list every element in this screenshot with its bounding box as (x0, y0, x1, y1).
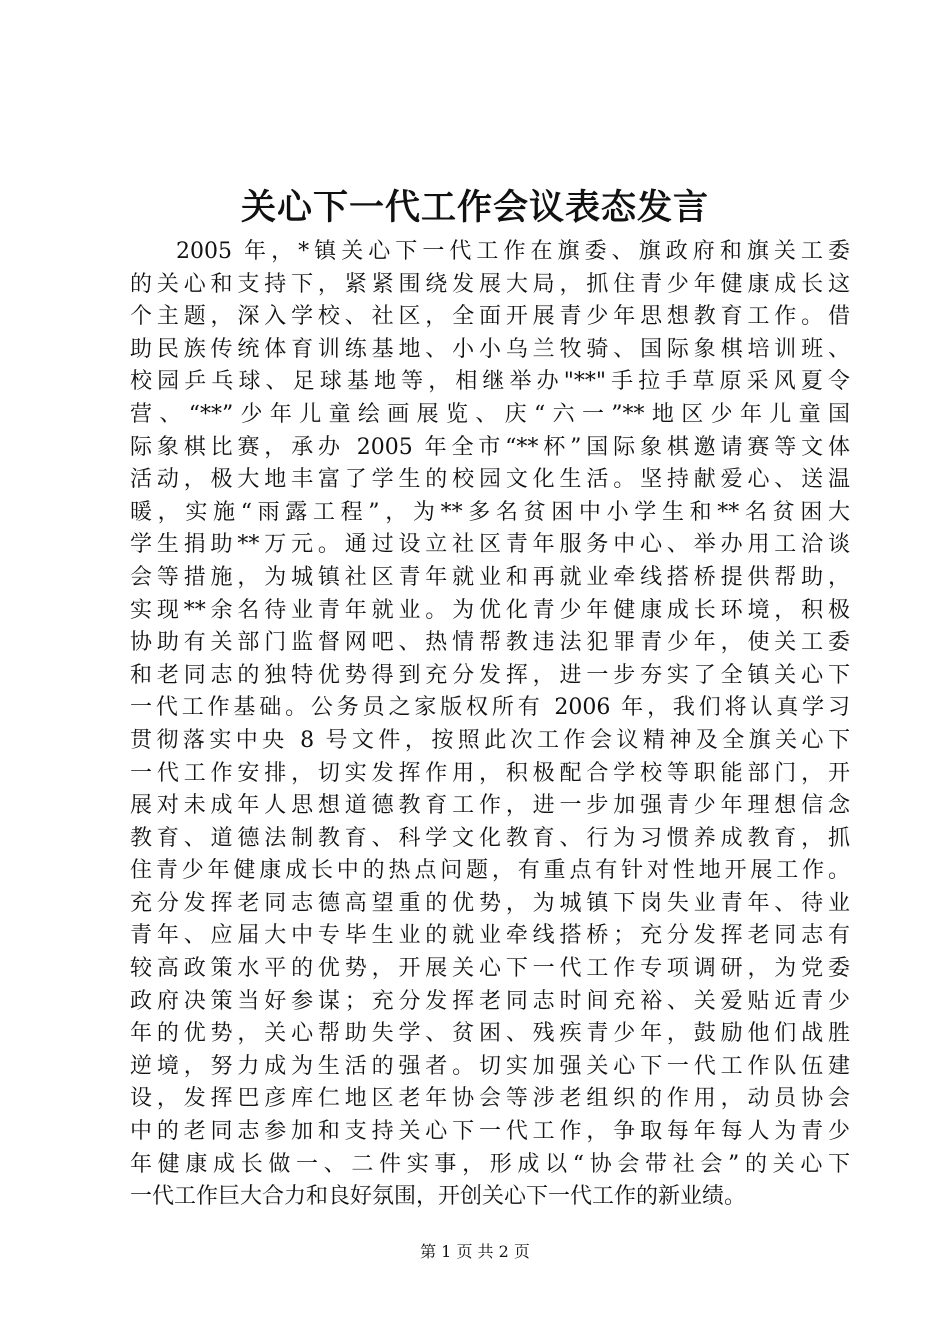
body-line: 助民族传统体育训练基地、小小乌兰牧骑、国际象棋培训班、 (130, 336, 850, 362)
body-line: 的关心和支持下，紧紧围绕发展大局，抓住青少年健康成长这 (130, 271, 850, 297)
body-line: 暖，实施“雨露工程”，为**多名贫困中小学生和**名贫困大 (130, 499, 850, 525)
body-line: 和老同志的独特优势得到充分发挥，进一步夯实了全镇关心下 (130, 662, 850, 688)
body-line: 充分发挥老同志德高望重的优势，为城镇下岗失业青年、待业 (130, 890, 850, 916)
body-line: 个主题，深入学校、社区，全面开展青少年思想教育工作。借 (130, 304, 850, 330)
body-line: 青年、应届大中专毕生业的就业牵线搭桥；充分发挥老同志有 (130, 923, 850, 949)
document-title: 关心下一代工作会议表态发言 (240, 187, 709, 228)
body-line: 活动，极大地丰富了学生的校园文化生活。坚持献爱心、送温 (130, 467, 850, 493)
body-line: 年的优势，关心帮助失学、贫困、残疾青少年，鼓励他们战胜 (130, 1021, 850, 1047)
body-line: 校园乒乓球、足球基地等，相继举办"**"手拉手草原采风夏令 (130, 369, 850, 395)
body-line: 实现**余名待业青年就业。为优化青少年健康成长环境，积极 (130, 597, 850, 623)
body-line: 一代工作基础。公务员之家版权所有 2006 年，我们将认真学习 (130, 695, 850, 721)
body-line: 协助有关部门监督网吧、热情帮教违法犯罪青少年，使关工委 (130, 630, 850, 656)
body-line: 一代工作安排，切实发挥作用，积极配合学校等职能部门，开 (130, 760, 850, 786)
body-line: 展对未成年人思想道德教育工作，进一步加强青少年理想信念 (130, 793, 850, 819)
page-number-footer: 第 1 页 共 2 页 (420, 1242, 530, 1261)
body-line: 教育、道德法制教育、科学文化教育、行为习惯养成教育，抓 (130, 825, 850, 851)
body-line: 际象棋比赛，承办 2005 年全市“**杯”国际象棋邀请赛等文体 (130, 434, 850, 460)
body-line: 较高政策水平的优势，开展关心下一代工作专项调研，为党委 (130, 956, 850, 982)
body-line: 住青少年健康成长中的热点问题，有重点有针对性地开展工作。 (130, 858, 850, 884)
body-line: 设，发挥巴彦库仁地区老年协会等涉老组织的作用，动员协会 (130, 1086, 850, 1112)
body-line: 贯彻落实中央 8 号文件，按照此次工作会议精神及全旗关心下 (130, 727, 850, 753)
body-line: 2005 年，*镇关心下一代工作在旗委、旗政府和旗关工委 (176, 239, 850, 264)
body-line: 一代工作巨大合力和良好氛围，开创关心下一代工作的新业绩。 (130, 1184, 747, 1210)
body-line: 政府决策当好参谋；充分发挥老同志时间充裕、关爱贴近青少 (130, 988, 850, 1014)
body-line: 中的老同志参加和支持关心下一代工作，争取每年每人为青少 (130, 1119, 850, 1145)
body-line: 会等措施，为城镇社区青年就业和再就业牵线搭桥提供帮助， (130, 564, 850, 590)
document-body (130, 236, 850, 1214)
body-line: 营、“**”少年儿童绘画展览、庆“六一”**地区少年儿童国 (130, 401, 850, 427)
body-line: 年健康成长做一、二件实事，形成以“协会带社会”的关心下 (130, 1151, 850, 1177)
body-line: 逆境，努力成为生活的强者。切实加强关心下一代工作队伍建 (130, 1053, 850, 1079)
body-line: 学生捐助**万元。通过设立社区青年服务中心、举办用工洽谈 (130, 532, 850, 558)
